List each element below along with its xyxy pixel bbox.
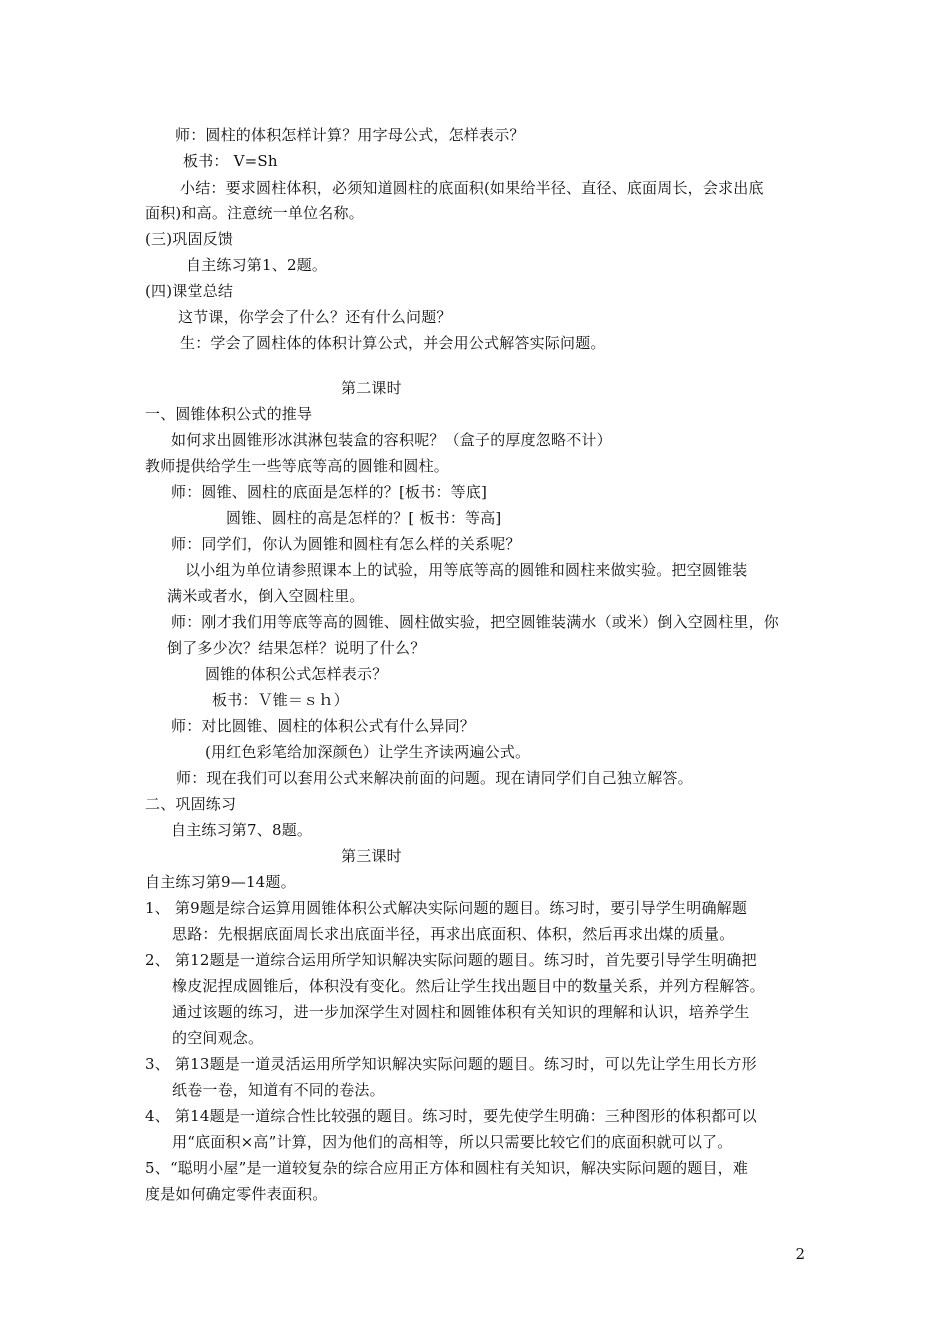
lesson-title: 第二课时: [341, 379, 402, 397]
section-heading: (四)课堂总结: [145, 282, 234, 300]
lesson-title: 第三课时: [341, 847, 402, 865]
text-line: 橡皮泥捏成圆锥后，体积没有变化。然后让学生找出题目中的数量关系，并列方程解答。: [172, 977, 765, 995]
text-line: 师：刚才我们用等底等高的圆锥、圆柱做实验，把空圆锥装满水（或米）倒入空圆柱里，你: [171, 613, 780, 631]
text-line: 如何求出圆锥形冰淇淋包装盒的容积呢？（盒子的厚度忽略不计）: [171, 431, 612, 449]
list-item: 2、 第12题是一道综合运用所学知识解决实际问题的题目。练习时，首先要引导学生明确把: [145, 951, 757, 969]
text-line: 满米或者水，倒入空圆柱里。: [167, 587, 365, 605]
list-item: 4、 第14题是一道综合性比较强的题目。练习时，要先使学生明确：三种图形的体积都可以: [145, 1107, 757, 1125]
text-line: 倒了多少次？结果怎样？说明了什么？: [167, 639, 426, 657]
formula-line: 板书：Ｖ锥＝ｓｈ）: [212, 691, 349, 709]
text-line: 度是如何确定零件表面积。: [145, 1185, 328, 1203]
page-number: 2: [795, 1245, 805, 1263]
text-line: (用红色彩笔给加深颜色）让学生齐读两遍公式。: [205, 743, 531, 761]
section-heading: (三)巩固反馈: [145, 230, 234, 248]
section-heading: 一、圆锥体积公式的推导: [145, 405, 313, 423]
text-line: 圆锥的体积公式怎样表示？: [205, 665, 388, 683]
text-line: 圆锥、圆柱的高是怎样的？[ 板书：等高]: [226, 509, 502, 527]
text-line: 自主练习第1、2题。: [186, 256, 328, 274]
list-item: 1、 第9题是综合运算用圆锥体积公式解决实际问题的题目。练习时，要引导学生明确解题: [145, 899, 748, 917]
text-line: 纸卷一卷，知道有不同的卷法。: [172, 1081, 385, 1099]
text-line: 以小组为单位请参照课本上的试验，用等底等高的圆锥和圆柱来做实验。把空圆锥装: [185, 561, 748, 579]
text-line: 面积)和高。注意统一单位名称。: [145, 204, 364, 222]
text-line: 师：圆柱的体积怎样计算？用字母公式，怎样表示？: [175, 126, 525, 144]
text-line: 通过该题的练习，进一步加深学生对圆柱和圆锥体积有关知识的理解和认识，培养学生: [172, 1003, 750, 1021]
list-item: 3、 第13题是一道灵活运用所学知识解决实际问题的题目。练习时，可以先让学生用长方形: [145, 1055, 757, 1073]
text-line: 自主练习第7、8题。: [171, 821, 313, 839]
text-line: 的空间观念。: [172, 1029, 264, 1047]
list-item: 5、“聪明小屋”是一道较复杂的综合应用正方体和圆柱有关知识，解决实际问题的题目，难: [145, 1159, 749, 1177]
text-line: 师：现在我们可以套用公式来解决前面的问题。现在请同学们自己独立解答。: [176, 769, 693, 787]
text-line: 这节课，你学会了什么？还有什么问题？: [178, 308, 452, 326]
text-line: 自主练习第9—14题。: [145, 873, 296, 891]
text-line: 师：同学们，你认为圆锥和圆柱有怎么样的关系呢？: [171, 535, 521, 553]
text-line: 教师提供给学生一些等底等高的圆锥和圆柱。: [145, 457, 450, 475]
text-line: 板书： V=Sh: [183, 152, 278, 170]
text-line: 思路：先根据底面周长求出底面半径，再求出底面积、体积，然后再求出煤的质量。: [172, 925, 735, 943]
section-heading: 二、巩固练习: [145, 795, 237, 813]
text-line: 用“底面积×高”计算，因为他们的高相等，所以只需要比较它们的底面积就可以了。: [172, 1133, 733, 1151]
text-line: 师：圆锥、圆柱的底面是怎样的？[板书：等底]: [171, 483, 488, 501]
text-line: 小结：要求圆柱体积，必须知道圆柱的底面积(如果给半径、直径、底面周长，会求出底: [180, 179, 764, 197]
text-line: 师：对比圆锥、圆柱的体积公式有什么异同？: [171, 717, 476, 735]
text-line: 生：学会了圆柱体的体积计算公式，并会用公式解答实际问题。: [180, 334, 606, 352]
